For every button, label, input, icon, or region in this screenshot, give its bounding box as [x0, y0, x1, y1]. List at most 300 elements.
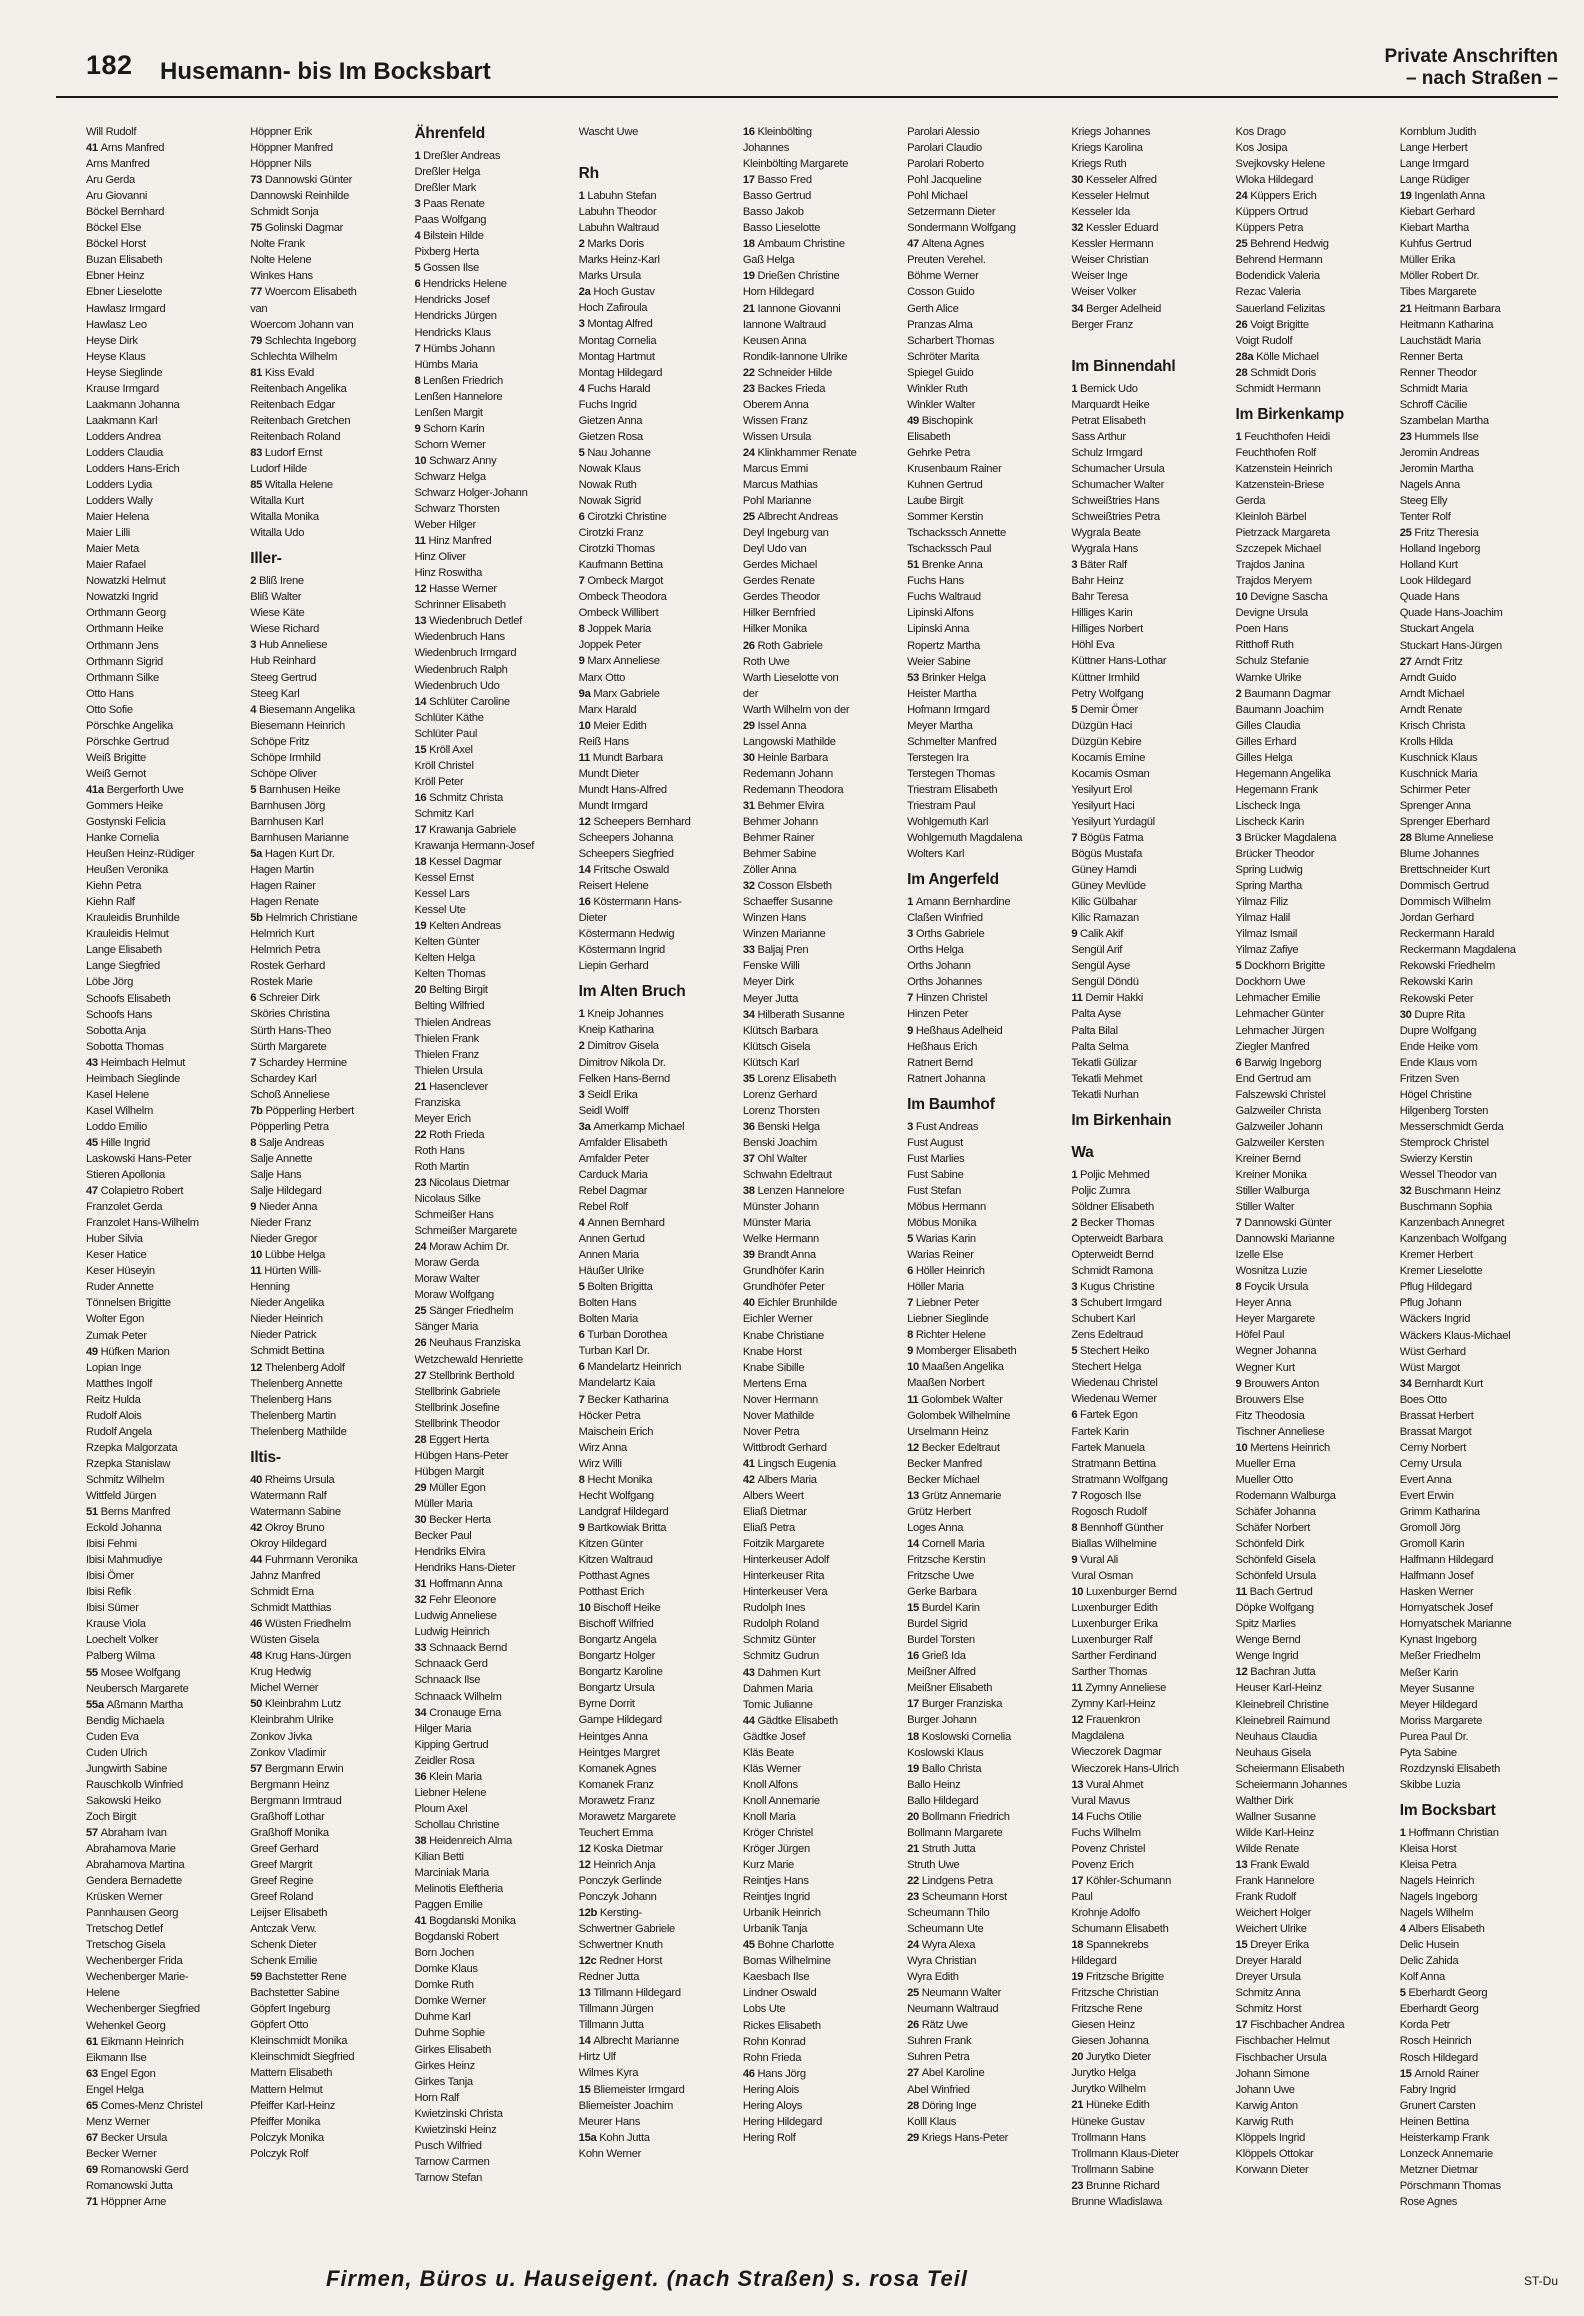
resident-entry: Weiß Brigitte	[86, 751, 146, 764]
resident-entry: Wascht Uwe	[578, 126, 639, 138]
resident-name: Hüfken Marion	[100, 1345, 170, 1358]
resident-entry: Wieczorek Dagmar	[1071, 1746, 1162, 1759]
resident-entry: Brücker Theodor	[1235, 848, 1315, 861]
house-number: 46	[250, 1618, 265, 1631]
resident-entry: Meyer Susanne	[1399, 1682, 1475, 1695]
resident-entry: Fischbacher Ursula	[1235, 2051, 1327, 2064]
resident-entry: Meyer Martha	[907, 719, 973, 732]
resident-name: Bogdanski Monika	[429, 1915, 516, 1928]
resident-entry: Keser Hatice	[86, 1249, 147, 1262]
resident-entry: Lodders Wally	[86, 495, 153, 508]
page-title: Husemann- bis Im Bocksbart	[160, 58, 491, 85]
resident-name: Jurytko Dieter	[1085, 2051, 1151, 2064]
resident-name: Brouwers Anton	[1244, 1377, 1320, 1390]
house-number: 57	[250, 1762, 265, 1775]
house-number: 1	[1399, 1826, 1409, 1839]
resident-entry: Heußen Heinz-Rüdiger	[86, 848, 195, 861]
resident-entry: Klöppels Ingrid	[1235, 2131, 1306, 2144]
resident-entry: Triestram Paul	[907, 799, 976, 812]
resident-entry: Szczepek Michael	[1235, 543, 1321, 556]
resident-name: Ingenlath Anna	[1414, 190, 1485, 203]
resident-entry	[414, 373, 572, 389]
resident-entry: Schardey Karl	[250, 1072, 317, 1085]
resident-entry: Kilic Ramazan	[1071, 912, 1139, 925]
resident-entry: Michel Werner	[250, 1682, 319, 1695]
resident-entry: Ibisi Ömer	[86, 1570, 134, 1583]
house-number: 42	[250, 1521, 265, 1534]
house-number: 6	[250, 992, 259, 1005]
resident-entry	[743, 1295, 901, 1311]
resident-entry: Wäckers Ingrid	[1399, 1313, 1471, 1326]
resident-name: Albers Elisabeth	[1408, 1923, 1485, 1936]
resident-entry: Belting Wilfried	[414, 1000, 485, 1013]
house-number: 34	[414, 1706, 430, 1719]
resident-entry: Meißner Elisabeth	[907, 1682, 993, 1695]
resident-entry: Yesilyurt Haci	[1071, 799, 1135, 812]
resident-entry	[1071, 1712, 1229, 1728]
resident-entry: Rozdzynski Elisabeth	[1399, 1762, 1501, 1775]
resident-entry: Wiedenbruch Udo	[414, 679, 500, 692]
resident-entry	[414, 1833, 572, 1849]
resident-entry: Weichert Holger	[1235, 1907, 1312, 1920]
resident-entry: Gromoll Karin	[1399, 1538, 1465, 1551]
resident-entry: Brassat Herbert	[1399, 1409, 1474, 1422]
resident-entry: Ropertz Martha	[907, 639, 980, 652]
resident-entry: Delic Zahida	[1399, 1955, 1459, 1968]
resident-entry	[579, 1087, 737, 1103]
resident-entry: Ibisi Fehmi	[86, 1538, 137, 1551]
resident-entry: Gendera Bernadette	[86, 1875, 182, 1888]
resident-name: Bergerforth Uwe	[106, 783, 184, 796]
resident-name: Klinkhammer Renate	[757, 446, 857, 459]
resident-entry: Roth Martin	[414, 1160, 469, 1173]
house-number: 34	[742, 1008, 758, 1021]
resident-entry: Wegner Johanna	[1235, 1345, 1317, 1358]
resident-entry	[250, 333, 408, 349]
resident-name: Nicolaus Dietmar	[429, 1177, 510, 1189]
resident-entry	[907, 236, 1065, 252]
resident-entry: Watermann Sabine	[250, 1505, 341, 1518]
house-number: 14	[414, 695, 430, 708]
house-number: 59	[250, 1971, 265, 1984]
directory-column	[414, 124, 572, 2234]
house-number: 15	[414, 743, 430, 756]
resident-entry: Schoofs Elisabeth	[86, 992, 171, 1005]
resident-entry	[579, 1905, 737, 1921]
resident-entry: Schenk Dieter	[250, 1939, 317, 1952]
resident-entry: Wyra Christian	[907, 1955, 977, 1968]
resident-entry	[414, 148, 572, 164]
resident-entry: Horn Ralf	[414, 2091, 459, 2104]
house-number: 12	[578, 1858, 594, 1871]
resident-entry: Meyer Hildegard	[1399, 1698, 1478, 1711]
resident-entry: Kos Drago	[1235, 126, 1286, 138]
street-heading: Wa	[1071, 1143, 1094, 1161]
resident-entry: Marcus Emmi	[742, 462, 808, 475]
house-number: 22	[907, 1874, 922, 1887]
resident-name: Dockhorn Brigitte	[1244, 960, 1325, 973]
resident-entry	[907, 1648, 1065, 1664]
resident-entry: Heuser Karl-Heinz	[1235, 1682, 1322, 1695]
resident-entry: Söldner Elisabeth	[1071, 1200, 1154, 1213]
resident-name: Biesemann Angelika	[258, 703, 355, 716]
resident-entry: Arns Manfred	[86, 158, 150, 171]
resident-entry	[743, 1456, 901, 1472]
resident-entry: Schmidt Bettina	[250, 1345, 325, 1358]
house-number: 2	[578, 1040, 588, 1053]
resident-entry: Laakmann Johanna	[86, 398, 180, 411]
resident-entry: Zonkov Vladimir	[250, 1746, 326, 1759]
house-number: 27	[907, 2067, 922, 2080]
house-number: 12	[250, 1361, 265, 1374]
resident-entry	[250, 702, 408, 718]
resident-entry: Korwann Dieter	[1235, 2163, 1309, 2176]
house-number: 13	[1071, 1778, 1086, 1791]
resident-name: Schorn Karin	[423, 422, 485, 435]
house-number: 25	[414, 1305, 430, 1318]
house-number: 7	[414, 342, 424, 355]
resident-entry: Kessler Hermann	[1071, 238, 1154, 251]
resident-entry: Fuchs Ingrid	[578, 398, 637, 411]
resident-entry: Böckel Horst	[86, 238, 146, 251]
house-number: 28	[1399, 832, 1415, 845]
house-number: 32	[742, 880, 758, 893]
resident-entry: Schirmer Peter	[1399, 783, 1471, 796]
resident-name: Cosson Elsbeth	[757, 880, 832, 893]
resident-entry: Gerdes Theodor	[742, 591, 820, 604]
resident-entry	[1400, 525, 1558, 541]
resident-entry: Nover Mathilde	[742, 1409, 814, 1422]
resident-entry: Sarther Ferdinand	[1071, 1650, 1157, 1663]
resident-name: Orths Gabriele	[915, 928, 985, 941]
resident-entry: Sengül Ayse	[1071, 960, 1131, 973]
resident-entry: Hornyatschek Josef	[1399, 1602, 1493, 1615]
resident-entry: Matthes Ingolf	[86, 1377, 153, 1390]
resident-name: Aßmann Martha	[106, 1698, 183, 1711]
street-heading: Im Bocksbart	[1399, 1801, 1496, 1819]
resident-entry: Bachstetter Sabine	[250, 1987, 340, 2000]
resident-entry: Kriegs Ruth	[1071, 158, 1127, 171]
resident-entry: Oberem Anna	[742, 398, 809, 411]
resident-entry: Bollmann Margarete	[907, 1826, 1003, 1839]
resident-entry: Tischner Anneliese	[1235, 1425, 1325, 1438]
resident-entry: Arndt Guido	[1399, 671, 1457, 684]
resident-entry: Weiß Gernot	[86, 767, 146, 780]
resident-entry: Dannowski Marianne	[1235, 1233, 1335, 1246]
resident-entry	[1236, 830, 1394, 846]
resident-entry: Gietzen Rosa	[578, 430, 643, 443]
resident-entry	[250, 1648, 408, 1664]
resident-entry	[1071, 2097, 1229, 2113]
resident-entry: Meißner Alfred	[907, 1666, 976, 1679]
resident-entry: Hinz Roswitha	[414, 567, 483, 580]
resident-entry: Höppner Nils	[250, 158, 312, 171]
resident-entry: Dreyer Harald	[1235, 1955, 1302, 1968]
resident-entry: Hering Aloys	[742, 2099, 803, 2112]
resident-entry: Marciniak Maria	[414, 1867, 489, 1880]
resident-name: Kohn Jutta	[599, 2131, 650, 2144]
resident-name: Ambaum Christine	[757, 238, 845, 251]
resident-entry	[743, 878, 901, 894]
house-number: 18	[907, 1730, 922, 1743]
resident-entry: Wechenberger Siegfried	[86, 2003, 200, 2016]
resident-entry: Winkler Walter	[907, 398, 976, 411]
house-number: 7	[578, 575, 588, 588]
resident-name: Höppner Arne	[100, 2196, 167, 2209]
resident-entry: Weiser Inge	[1071, 270, 1128, 283]
resident-name: Bäter Ralf	[1080, 559, 1127, 572]
resident-name: Sänger Friedhelm	[429, 1305, 514, 1318]
resident-name: Eikmann Heinrich	[100, 2035, 184, 2048]
house-number: 44	[250, 1553, 265, 1566]
house-number: 7	[1071, 1489, 1081, 1502]
resident-entry	[414, 694, 572, 710]
resident-entry: Jurytko Wilhelm	[1071, 2083, 1146, 2096]
resident-entry: Reitenbach Edgar	[250, 398, 335, 411]
resident-entry: Scheepers Siegfried	[578, 848, 674, 861]
resident-entry: Ritthoff Ruth	[1235, 639, 1294, 652]
resident-entry: Kasel Helene	[86, 1088, 149, 1101]
resident-entry: Kos Josipa	[1235, 142, 1288, 155]
resident-entry: Hoch Zafiroula	[578, 302, 648, 315]
resident-entry: Münster Johann	[742, 1201, 819, 1214]
resident-entry	[579, 1953, 737, 1969]
resident-entry	[250, 1472, 408, 1488]
resident-entry: Gietzen Anna	[578, 414, 643, 427]
house-number: 19	[1071, 1971, 1086, 1984]
resident-entry: Schwarz Holger-Johann	[414, 486, 528, 499]
resident-name: Becker Ursula	[100, 2131, 168, 2144]
resident-entry: Mattern Helmut	[250, 2083, 323, 2096]
resident-name: Labuhn Stefan	[587, 190, 657, 203]
resident-entry: Giesen Johanna	[1071, 2035, 1149, 2048]
resident-name: Amann Bernhardine	[915, 896, 1011, 909]
resident-entry	[414, 742, 572, 758]
resident-entry: Döpke Wolfgang	[1235, 1602, 1314, 1615]
resident-entry: Rebel Dagmar	[578, 1184, 648, 1197]
resident-entry: Sengül Arif	[1071, 944, 1123, 957]
resident-entry: Wiese Richard	[250, 623, 320, 636]
resident-entry	[414, 918, 572, 934]
resident-entry: Wechenberger Marie-	[86, 1971, 189, 1984]
resident-entry: Hering Alois	[742, 2083, 799, 2096]
house-number: 65	[86, 2099, 101, 2112]
resident-entry: Arndt Michael	[1399, 687, 1465, 700]
resident-name: Buschmann Heinz	[1414, 1185, 1501, 1198]
house-number: 11	[414, 535, 429, 548]
resident-entry: Woercom Johann van	[250, 318, 354, 331]
resident-name: Issel Anna	[757, 719, 807, 732]
resident-name: Bergmann Erwin	[264, 1762, 344, 1775]
resident-entry: Fritzsche Uwe	[907, 1570, 975, 1583]
resident-entry: Mundt Hans-Alfred	[578, 783, 667, 796]
resident-entry: Becker Manfred	[907, 1457, 982, 1470]
resident-entry	[250, 846, 408, 862]
resident-name: Döring Inge	[921, 2099, 977, 2112]
house-number: 4	[250, 703, 259, 716]
resident-entry: Wüsten Gisela	[250, 1634, 320, 1647]
resident-entry: Annen Gertud	[578, 1233, 645, 1246]
resident-entry: Labuhn Theodor	[578, 206, 657, 219]
resident-entry: Kaesbach Ilse	[742, 1971, 810, 1984]
resident-entry	[1071, 1343, 1229, 1359]
resident-entry: Burdel Torsten	[907, 1634, 975, 1647]
resident-entry: Feuchthofen Rolf	[1235, 446, 1316, 459]
resident-entry: Bolten Hans	[578, 1297, 637, 1310]
resident-entry: End Gertrud am	[1235, 1072, 1311, 1085]
resident-entry: Stemprock Christel	[1399, 1136, 1489, 1149]
resident-entry: Tönnelsen Brigitte	[86, 1297, 171, 1310]
resident-entry: Kremer Herbert	[1399, 1249, 1473, 1262]
resident-entry: Heyse Sieglinde	[86, 366, 163, 379]
resident-entry: Nowak Sigrid	[578, 494, 641, 507]
resident-entry: Horn Hildegard	[742, 286, 814, 299]
house-number: 4	[578, 1217, 588, 1229]
resident-entry: Heyer Margarete	[1235, 1313, 1315, 1326]
resident-entry: Wehenkel Georg	[86, 2019, 166, 2032]
resident-name: Krug Hans-Jürgen	[264, 1650, 351, 1663]
resident-entry: Höhl Eva	[1071, 639, 1115, 652]
resident-entry: Schröter Marita	[907, 350, 980, 363]
resident-name: Fuchs Otilie	[1085, 1810, 1142, 1823]
house-number: 3	[907, 1120, 916, 1133]
resident-name: Eberhardt Georg	[1408, 1987, 1488, 2000]
resident-entry: Deyl Udo van	[742, 543, 807, 556]
resident-entry: Montag Hildegard	[578, 366, 663, 379]
house-number: 79	[250, 334, 265, 347]
resident-entry	[1400, 301, 1558, 317]
resident-entry: Petrat Elisabeth	[1071, 414, 1146, 427]
resident-entry	[250, 990, 408, 1006]
resident-name: Köhler-Schumann	[1085, 1874, 1172, 1887]
resident-name: Kneip Johannes	[587, 1008, 664, 1021]
resident-entry: Hinterkeuser Vera	[742, 1586, 828, 1599]
house-number: 9	[578, 1521, 588, 1534]
resident-name: Kleinbölting	[757, 126, 812, 138]
resident-entry: Katzenstein Heinrich	[1235, 462, 1333, 475]
house-number: 48	[250, 1650, 265, 1663]
resident-entry: Fust Marlies	[907, 1152, 965, 1165]
resident-entry: Rekowski Peter	[1399, 992, 1474, 1005]
resident-entry: Schmitz Horst	[1235, 2003, 1302, 2016]
house-number: 2	[1235, 687, 1245, 700]
resident-entry: Iannone Waltraud	[742, 318, 826, 331]
resident-entry	[743, 1151, 901, 1167]
resident-name: Baljaj Pren	[757, 944, 809, 957]
resident-entry	[743, 124, 901, 140]
resident-entry: Krug Hedwig	[250, 1666, 311, 1679]
resident-entry: Ballo Hildegard	[907, 1794, 979, 1807]
section-heading	[1384, 46, 1558, 90]
resident-entry: Reitz Hulda	[86, 1393, 141, 1406]
resident-entry	[414, 453, 572, 469]
resident-name: Comes-Menz Christel	[100, 2099, 203, 2112]
resident-entry: Böhme Werner	[907, 270, 979, 283]
resident-entry: Spitz Marlies	[1235, 1618, 1296, 1631]
directory-column	[1400, 124, 1558, 2234]
resident-entry	[86, 140, 244, 156]
house-number: 6	[578, 1361, 588, 1374]
house-number: 29	[414, 1481, 430, 1494]
resident-entry: Knoll Alfons	[742, 1778, 798, 1791]
resident-entry: Polczyk Monika	[250, 2131, 324, 2144]
resident-entry: Kesseler Helmut	[1071, 190, 1149, 203]
house-number: 41a	[86, 783, 107, 796]
resident-entry: Schwarz Helga	[414, 470, 486, 483]
house-number: 5	[250, 783, 259, 796]
house-number: 26	[1235, 318, 1251, 331]
resident-entry	[1400, 830, 1558, 846]
resident-entry: Bogdanski Robert	[414, 1931, 499, 1944]
resident-name: Iannone Giovanni	[757, 302, 841, 315]
resident-entry: Lehmacher Günter	[1235, 1008, 1325, 1021]
resident-entry	[1400, 188, 1558, 204]
resident-entry: Dimitrov Nikola Dr.	[578, 1056, 666, 1069]
resident-entry: Kocamis Emine	[1071, 751, 1146, 764]
resident-entry	[86, 2162, 244, 2178]
resident-entry	[1400, 2066, 1558, 2082]
resident-entry: Skibbe Luzia	[1399, 1778, 1461, 1791]
resident-entry: Lauchstädt Maria	[1399, 334, 1481, 347]
resident-name: Nau Johanne	[587, 446, 651, 459]
resident-entry: Laakmann Karl	[86, 414, 158, 427]
resident-entry: Orthmann Silke	[86, 671, 159, 684]
resident-name: Arndt Fritz	[1414, 655, 1463, 668]
resident-entry: Wittfeld Jürgen	[86, 1489, 157, 1502]
resident-entry: Düzgün Haci	[1071, 719, 1133, 732]
resident-entry: Krohnje Adolfo	[1071, 1906, 1140, 1919]
resident-entry	[1071, 301, 1229, 317]
resident-entry: Göpfert Ingeburg	[250, 2003, 331, 2016]
house-number: 2	[250, 575, 259, 588]
street-heading: Im Binnendahl	[1071, 357, 1176, 375]
resident-entry: Struth Uwe	[907, 1858, 960, 1871]
resident-name: Brücker Magdalena	[1244, 831, 1337, 844]
resident-entry: Maier Rafael	[86, 559, 146, 572]
resident-entry: Romanowski Jutta	[86, 2180, 173, 2192]
resident-entry	[250, 1199, 408, 1215]
resident-entry: Klütsch Gisela	[742, 1040, 811, 1053]
house-number: 3	[1071, 559, 1081, 572]
resident-entry	[579, 1857, 737, 1873]
resident-entry: Suhren Frank	[907, 2035, 972, 2048]
resident-entry	[743, 1071, 901, 1087]
resident-entry: Bliemeister Joachim	[578, 2099, 674, 2112]
resident-entry	[414, 1576, 572, 1592]
resident-entry: Krauleidis Helmut	[86, 928, 169, 941]
resident-entry: Triestram Elisabeth	[907, 783, 998, 796]
resident-entry: Grimm Katharina	[1399, 1506, 1480, 1519]
resident-name: Mertens Heinrich	[1250, 1441, 1330, 1454]
resident-name: Hinz Manfred	[428, 535, 492, 548]
resident-entry	[1071, 702, 1229, 718]
resident-name: Berns Manfred	[100, 1506, 171, 1519]
street-heading: Im Alten Bruch	[578, 983, 686, 1001]
house-number: 18	[414, 856, 430, 869]
house-number: 43	[742, 1666, 758, 1679]
resident-entry: Scheumann Thilo	[907, 1907, 990, 1920]
resident-name: Ombeck Margot	[587, 575, 664, 588]
house-number: 29	[742, 719, 758, 732]
resident-entry: Cuden Ulrich	[86, 1746, 148, 1759]
house-number: 23	[742, 382, 758, 395]
resident-entry	[743, 301, 901, 317]
resident-entry: Schnaack Ilse	[414, 1674, 481, 1687]
resident-entry: Hagen Renate	[250, 896, 319, 909]
resident-entry: Grunert Carsten	[1399, 2099, 1476, 2112]
resident-entry	[907, 1873, 1065, 1889]
resident-entry: Kitzen Günter	[578, 1537, 644, 1550]
